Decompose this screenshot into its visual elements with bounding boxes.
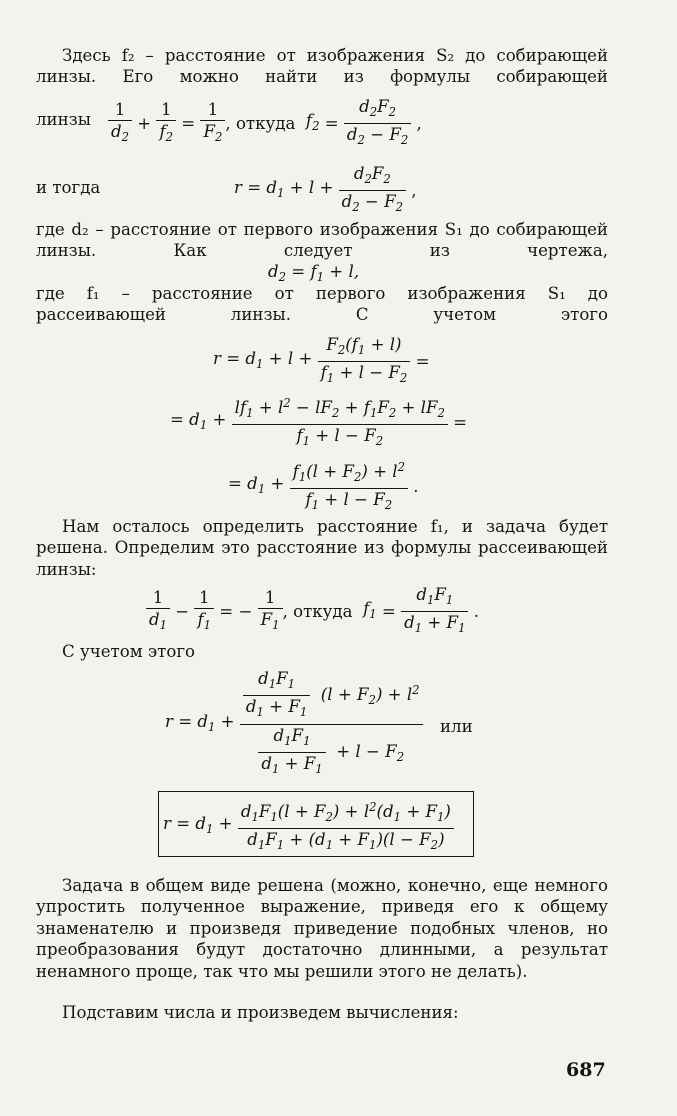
diverging-lens-formula: 1 $d_1$ − $\frac{1}{f_1}$ = − $\frac{1}{F_1}$ , откуда $f_1$ = $\frac{d_1F_1}{d_1 + F_1}$ . bbox=[146, 584, 479, 640]
otkuda-1: откуда bbox=[235, 114, 296, 134]
paragraph-5: Задача в общем виде решена (можно, конечно, еще немного упростить полученное выражение, приведя его к общему знаменателю и произведя приведение подобных членов, но преобразования будут достаточно длинными, а результат ненамного проще, так что мы решили этого не делать). bbox=[36, 876, 608, 981]
otkuda-2: откуда bbox=[293, 602, 353, 622]
i-togda: и тогда bbox=[36, 178, 101, 197]
paragraph-4: Нам осталось определить расстояние f₁, и задача будет решена. Определим это расстояние из формулы рассеивающей линзы: bbox=[36, 517, 608, 579]
paragraph-2: где d₂ – расстояние от первого изображения S₁ до собирающей линзы. Как следует из чертежа, bbox=[36, 220, 608, 261]
formula-r-1: $r = d_1 + l$ + $\frac{d_2F_2}{d_2 - F_2}$ , bbox=[234, 163, 417, 219]
formula-d2: $d_2 = f_1 + l$, bbox=[268, 262, 360, 285]
paragraph-6: Подставим числа и произведем вычисления: bbox=[62, 1003, 459, 1022]
lens-word: линзы bbox=[36, 110, 91, 129]
formula-r-4: = $d_1$ + $\frac{f_1(l + F_2) + l^2}{f_1 + l - F_2}$ . bbox=[228, 457, 419, 517]
formula-compound: $r = d_1$ + $\frac{d_1F_1}{d_1 + F_1}$ $(l + F_2) + l^2$ $\frac{d_1F_1}{d_1 + F_1}$ + $l - F_2$ bbox=[165, 668, 423, 781]
formula-r-2: $r = d_1 + l$ + $\frac{F_2(f_1 + l)}{f_1 + l - F_2}$ = bbox=[213, 334, 429, 390]
formula-final: $r = d_1$ + $\frac{d_1F_1(l + F_2) + l^2(d_1 + F_1)}{d_1F_1 + (d_1 + F_1)(l - F_2)}$ bbox=[163, 797, 454, 857]
formula-r-3: = $d_1$ + $\frac{lf_1 + l^2 - lF_2 + f_1F_2 + lF_2}{f_1 + l - F_2}$ = bbox=[170, 393, 467, 453]
paragraph-1: Здесь f₂ – расстояние от изображения S₂ до собирающей линзы. Его можно найти из формулы собирающей bbox=[36, 46, 608, 87]
page-number: 687 bbox=[566, 1059, 606, 1081]
s-uchetom: С учетом этого bbox=[62, 642, 196, 661]
ili: или bbox=[440, 717, 473, 736]
lens-formula: 1 $d_2$ + $\frac{1}{f_2}$ = $\frac{1}{F_2}$ , откуда $f_2$ = $\frac{d_2F_2}{d_2 - F_2}$ , bbox=[108, 96, 422, 152]
paragraph-3: где f₁ – расстояние от первого изображения S₁ до рассеивающей линзы. С учетом этого bbox=[36, 284, 608, 325]
